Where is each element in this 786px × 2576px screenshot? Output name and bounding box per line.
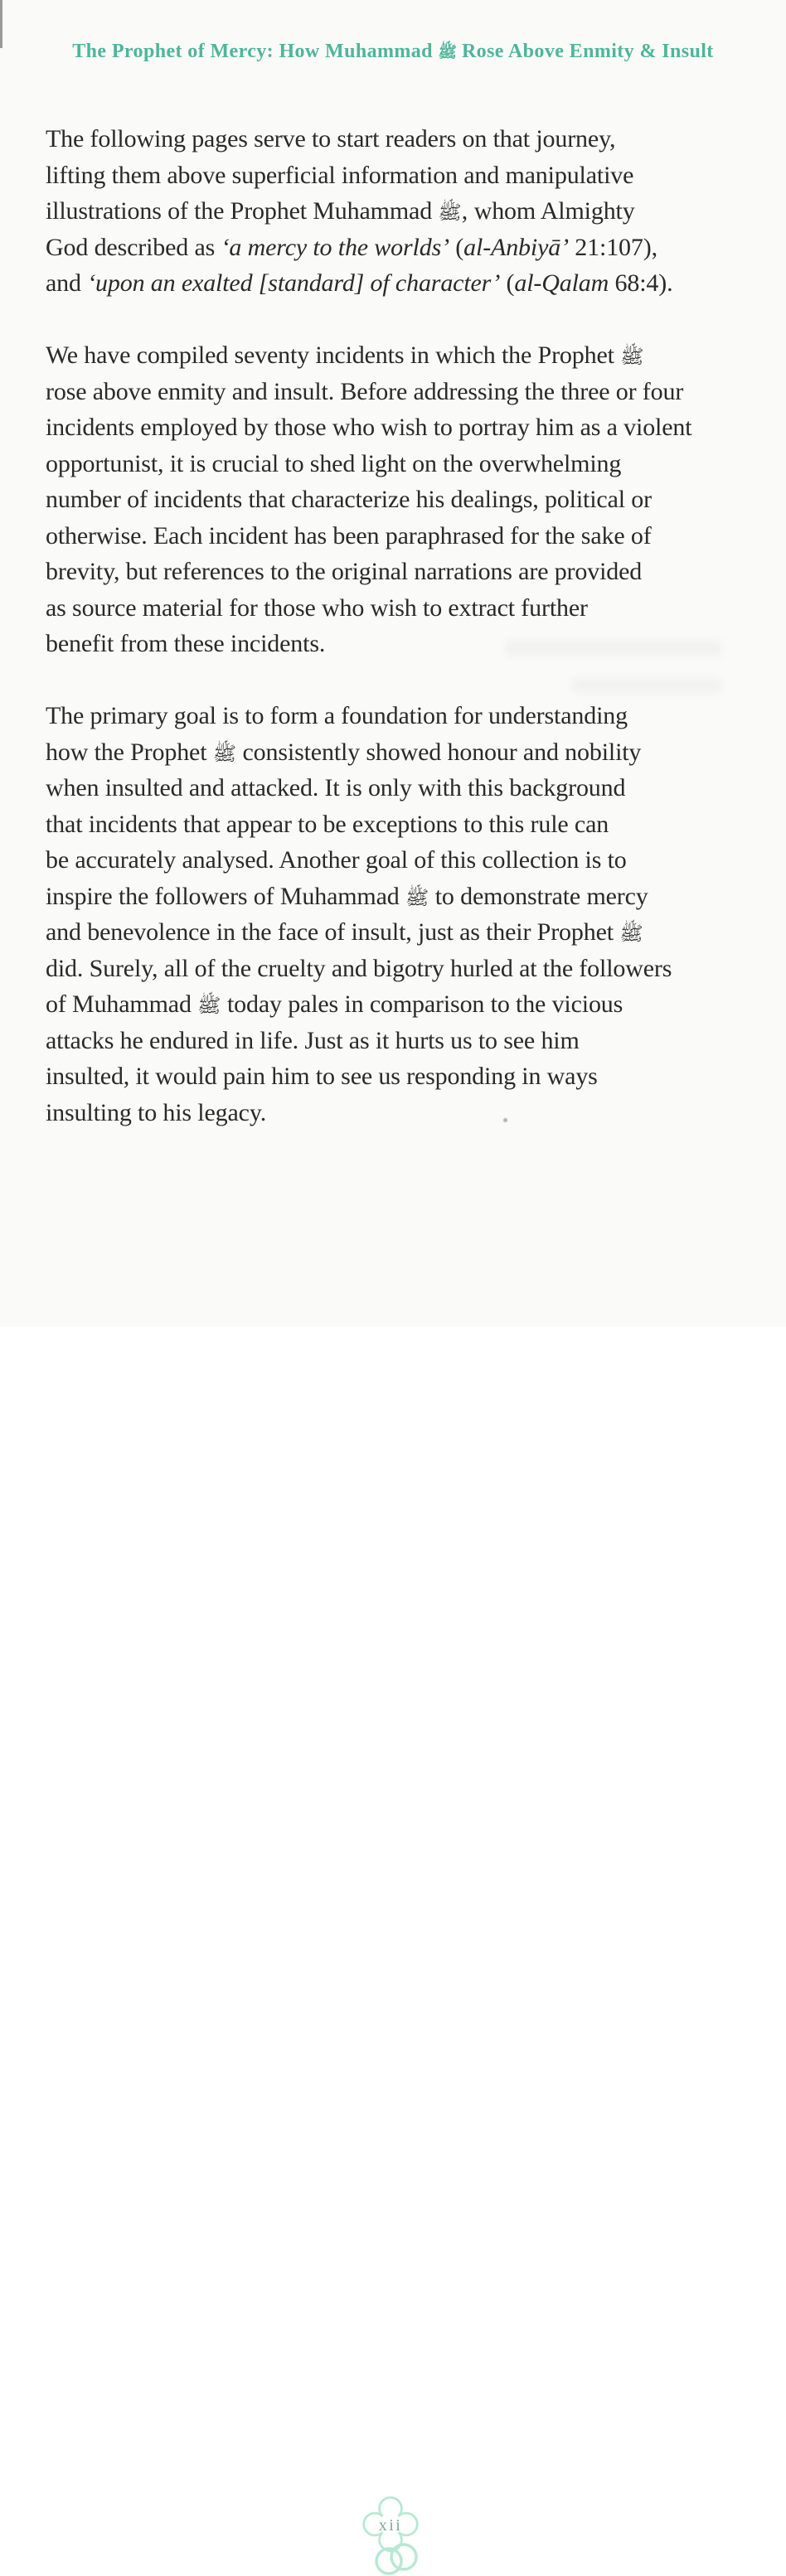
honorific-symbol: ﷺ [438, 202, 462, 224]
text-line [46, 1058, 746, 1095]
text-line [46, 193, 746, 230]
text-line [46, 337, 746, 374]
italic-text: al-Anbiyā’ [463, 233, 569, 261]
text-line [46, 265, 746, 302]
text-segment: as source material for those who wish to extract further [46, 593, 588, 622]
text-segment: that incidents that appear to be exceptions to this rule can [46, 810, 609, 838]
text-segment: insulted, it would pain him to see us responding in ways [46, 1063, 598, 1090]
paragraph [46, 698, 746, 1131]
text-line [46, 1095, 746, 1131]
text-line [46, 698, 746, 734]
text-line [46, 518, 746, 554]
text-segment: The following pages serve to start readers on that journey, [46, 125, 616, 153]
running-header [0, 39, 786, 64]
text-line [46, 482, 746, 518]
text-segment: and [46, 269, 88, 297]
text-line [46, 879, 746, 915]
text-segment: The Prophet of Mercy: How Muhammad [72, 41, 439, 62]
text-segment: insulting to his legacy. [46, 1098, 267, 1126]
text-line [46, 770, 746, 806]
text-segment: incidents employed by those who wish to portray him as a violent [46, 414, 692, 441]
text-segment: ( [449, 233, 464, 261]
text-line [46, 446, 746, 482]
text-segment: otherwise. Each incident has been paraphrased for the sake of [46, 521, 652, 550]
text-line [46, 554, 746, 590]
page-number: xii [378, 2516, 403, 2535]
text-segment: opportunist, it is crucial to shed light on the overwhelming [46, 449, 622, 477]
text-segment: Rose Above Enmity & Insult [456, 41, 714, 62]
text-line [46, 409, 746, 446]
paragraph [46, 337, 746, 662]
text-line [46, 1023, 746, 1059]
text-segment: today pales in comparison to the vicious [221, 990, 623, 1018]
text-line [46, 914, 746, 951]
text-line [46, 951, 746, 987]
text-segment: We have compiled seventy incidents in which the Prophet [46, 341, 621, 369]
text-line [46, 157, 746, 194]
honorific-symbol: ﷺ [405, 887, 429, 909]
text-segment: consistently showed honour and nobility [236, 738, 642, 766]
text-segment: and benevolence in the face of insult, just as their Prophet [46, 918, 620, 946]
text-segment: illustrations of the Prophet Muhammad [46, 197, 439, 225]
honorific-symbol: ﷺ [619, 923, 643, 945]
page-body [46, 121, 746, 1167]
text-segment: attacks he endured in life. Just as it hurts us to see him [46, 1026, 580, 1054]
text-segment: did. Surely, all of the cruelty and bigotry hurled at the followers [46, 954, 672, 982]
text-segment: brevity, but references to the original narrations are provided [46, 558, 643, 585]
text-segment: be accurately analysed. Another goal of this collection is to [46, 846, 627, 874]
text-line [46, 986, 746, 1023]
text-segment: 68:4). [609, 269, 673, 297]
text-line [46, 590, 746, 627]
text-segment: number of incidents that characterize his dealings, political or [46, 486, 652, 513]
italic-text: ‘upon an exalted [standard] of character’ [87, 269, 501, 297]
text-line [46, 230, 746, 266]
text-segment: how the Prophet [46, 738, 213, 766]
rings-ornament [367, 2543, 425, 2576]
italic-text: ‘a mercy to the worlds’ [221, 233, 449, 261]
text-segment: rose above enmity and insult. Before addressing the three or four [46, 377, 684, 405]
text-segment: inspire the followers of Muhammad [46, 882, 405, 910]
text-line [46, 121, 746, 157]
honorific-symbol: ﷺ [438, 44, 457, 61]
honorific-symbol: ﷺ [197, 995, 221, 1017]
honorific-symbol: ﷺ [212, 743, 237, 765]
text-segment: benefit from these incidents. [46, 630, 326, 657]
page-footer [0, 1243, 786, 2535]
text-line [46, 374, 746, 410]
honorific-symbol: ﷺ [620, 346, 644, 368]
text-segment: The primary goal is to form a foundation for understanding [46, 702, 628, 729]
text-segment: lifting them above superficial information and manipulative [46, 161, 634, 189]
text-line [46, 734, 746, 771]
running-header-text [72, 41, 713, 62]
text-line [46, 626, 746, 662]
italic-text: al-Qalam [514, 269, 609, 297]
text-segment: God described as [46, 233, 221, 261]
text-line [46, 842, 746, 879]
text-segment: ( [500, 269, 515, 297]
text-segment: to demonstrate mercy [429, 882, 648, 910]
paragraph [46, 121, 746, 302]
text-segment: when insulted and attacked. It is only with this background [46, 774, 626, 801]
text-segment: 21:107), [568, 233, 657, 261]
text-segment: , whom Almighty [461, 197, 635, 225]
text-segment: of Muhammad [46, 990, 198, 1018]
text-line [46, 806, 746, 843]
